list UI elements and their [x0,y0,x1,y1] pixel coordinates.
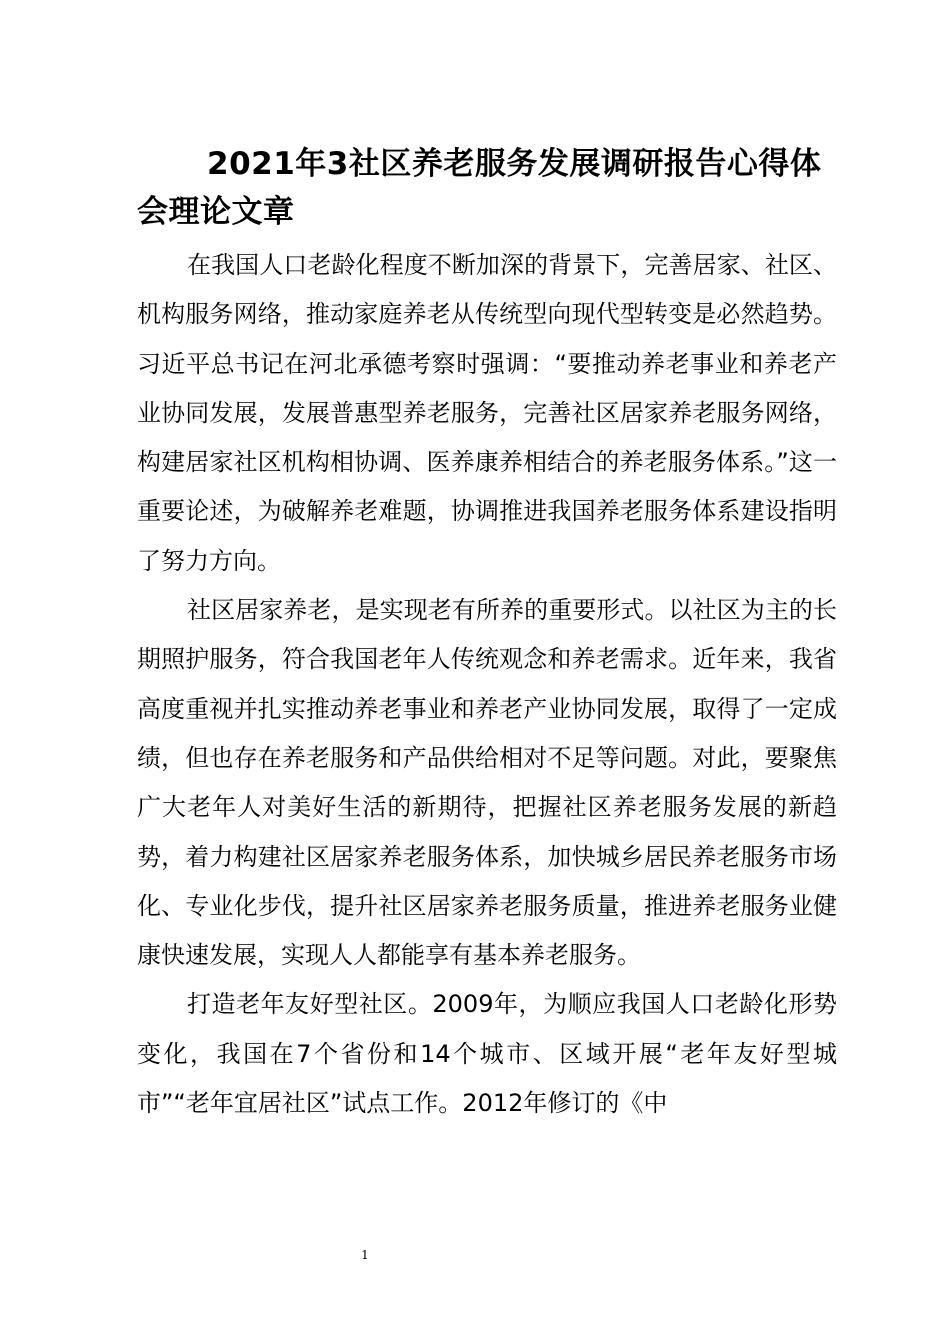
paragraph-2: 社区居家养老，是实现老有所养的重要形式。以社区为主的长期照护服务，符合我国老年人传统观念和养老需求。近年来，我省高度重视并扎实推动养老事业和养老产业协同发展，取得了一定成绩，但也存在养老服务和产品供给相对不足等问题。对此，要聚焦广大老年人对美好生活的新期待，把握社区养老服务发展的新趋势，着力构建社区居家养老服务体系，加快城乡居民养老服务市场化、专业化步伐，提升社区居家养老服务质量，推进养老服务业健康快速发展，实现人人都能享有基本养老服务。 [137,596,837,970]
document-body [137,241,837,1128]
document-title: 2021年3社区养老服务发展调研报告心得体会理论文章 [137,146,822,230]
page-number: 1 [361,1248,369,1262]
paragraph-3: 打造老年友好型社区。2009年，为顺应我国人口老龄化形势变化，我国在7个省份和14个城市、区域开展“老年友好型城市”“老年宜居社区”试点工作。2012年修订的《中 [137,990,837,1118]
paragraph-1: 在我国人口老龄化程度不断加深的背景下，完善居家、社区、机构服务网络，推动家庭养老从传统型向现代型转变是必然趋势。习近平总书记在河北承德考察时强调：“要推动养老事业和养老产业协同发展，发展普惠型养老服务，完善社区居家养老服务网络，构建居家社区机构相协调、医养康养相结合的养老服务体系。”这一重要论述，为破解养老难题，协调推进我国养老服务体系建设指明了努力方向。 [137,251,837,575]
